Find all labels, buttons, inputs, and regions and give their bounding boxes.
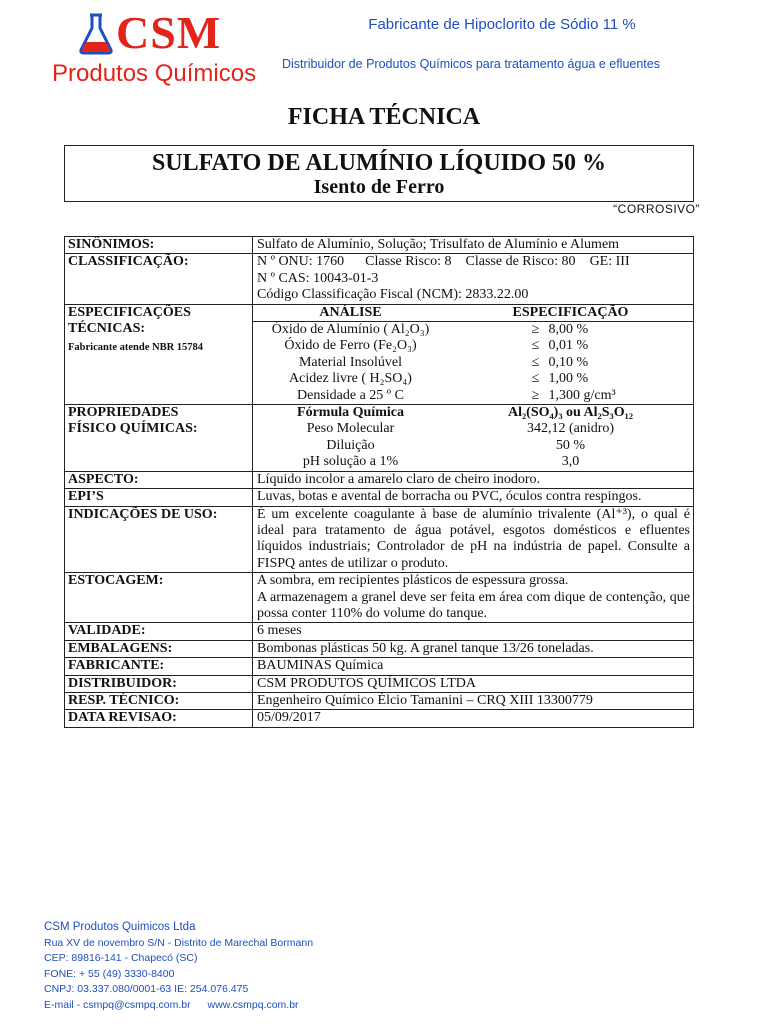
- table-row: [65, 304, 694, 404]
- spec-number: 0,10 %: [548, 354, 589, 370]
- synonyms-value: Sulfato de Alumínio, Solução; Trisulfato de Alumínio e Alumem: [253, 237, 694, 254]
- spec-row: [253, 388, 693, 404]
- nbr-note: Fabricante atende NBR 15784: [68, 342, 204, 354]
- table-row: [65, 658, 694, 675]
- spec-analise: Acidez livre ( H₂SO₄): [289, 371, 412, 387]
- aspect-value: Líquido incolor a amarelo claro de cheiro inodoro.: [253, 471, 694, 488]
- spec-row: [253, 355, 693, 371]
- packing-group: GE: III: [589, 254, 630, 270]
- comparison-symbol: ≤: [531, 338, 540, 354]
- table-row: [65, 489, 694, 506]
- spec-subtable-cell: [253, 304, 694, 404]
- props-subtable: [253, 405, 693, 471]
- logo-subtitle: Produtos Químicos: [52, 60, 257, 87]
- property-value: 342,12 (anidro): [526, 421, 615, 437]
- spec-value: [448, 371, 693, 387]
- col-especificacao: ESPECIFICAÇÃO: [512, 304, 629, 320]
- spec-row: [253, 338, 693, 354]
- row-label: EMBALAGENS:: [65, 640, 253, 657]
- table-row: [65, 237, 694, 254]
- table-row: [65, 692, 694, 709]
- spec-value: [448, 338, 693, 354]
- row-label: [65, 304, 253, 404]
- table-row: [65, 710, 694, 727]
- spec-analise: Densidade a 25 º C: [297, 387, 404, 403]
- props-row: [253, 421, 693, 437]
- row-label: ESTOCAGEM:: [65, 573, 253, 623]
- table-row: [65, 623, 694, 640]
- distributor-value: CSM PRODUTOS QUÍMICOS LTDA: [253, 675, 694, 692]
- spec-number: 1,00 %: [548, 371, 589, 387]
- logo-wordmark: CSM: [116, 7, 222, 58]
- property-name: pH solução a 1%: [302, 454, 399, 470]
- footer-cep: CEP: 89816-141 - Chapecó (SC): [44, 952, 198, 965]
- property-value: 3,0: [561, 454, 580, 470]
- spec-value: [448, 322, 693, 339]
- spec-label-line1: ESPECIFICAÇÕES: [68, 304, 191, 320]
- row-label: DISTRIBUIDOR:: [65, 675, 253, 692]
- property-name: Peso Molecular: [306, 421, 395, 437]
- comparison-symbol: ≤: [531, 371, 540, 387]
- row-label: FABRICANTE:: [65, 658, 253, 675]
- validity-value: 6 meses: [253, 623, 694, 640]
- row-label: EPI’S: [65, 489, 253, 506]
- props-label-line1: PROPRIEDADES: [68, 405, 179, 421]
- comparison-symbol: ≥: [531, 322, 540, 338]
- table-row: [65, 640, 694, 657]
- footer-cnpj: CNPJ: 03.337.080/0001-63 IE: 254.076.475: [44, 983, 249, 996]
- cas-number: N º CAS: 10043-01-3: [257, 270, 379, 286]
- spec-subtable: [253, 305, 693, 404]
- property-value: 50 %: [555, 437, 586, 453]
- usage-value: É um excelente coagulante à base de alumínio trivalente (Al⁺³), o qual é ideal para tratamento de água potável, esgotos domésticos e efluentes líquidos industriais; Controlador de pH na indústria de papel. Consulte a FISPQ antes de utilizar o produto.: [253, 506, 694, 573]
- storage-line1: A sombra, em recipientes plásticos de espessura grossa.: [257, 573, 569, 589]
- spec-value: [448, 355, 693, 371]
- storage-value: [253, 573, 694, 623]
- header-tagline-distributor: Distribuidor de Produtos Químicos para tratamento água e efluentes: [282, 57, 660, 71]
- ncm-code: Código Classificação Fiscal (NCM): 2833.22.00: [257, 287, 529, 303]
- row-label: RESP. TÉCNICO:: [65, 692, 253, 709]
- row-label: SINÔNIMOS:: [65, 237, 253, 254]
- comparison-symbol: ≥: [531, 387, 540, 403]
- footer-phone: FONE: + 55 (49) 3330-8400: [44, 967, 175, 980]
- footer-contact: [44, 920, 464, 1014]
- hazard-label: “CORROSIVO”: [613, 202, 700, 216]
- props-row: [253, 405, 693, 421]
- packaging-value: Bombonas plásticas 50 kg. A granel tanque 13/26 toneladas.: [253, 640, 694, 657]
- flask-icon: [76, 12, 116, 56]
- onu-number: N º ONU: 1760: [257, 254, 345, 270]
- row-label: DATA REVISAO:: [65, 710, 253, 727]
- row-label: VALIDADE:: [65, 623, 253, 640]
- revision-date-value: 05/09/2017: [253, 710, 694, 727]
- risk-class-number: Classe de Risco: 80: [465, 254, 576, 270]
- row-label: [65, 405, 253, 472]
- formula-value: Al₂(SO₄)₃ ou Al₂S₃O₁₂: [507, 405, 634, 421]
- storage-line2: A armazenagem a granel deve ser feita em área com dique de contenção, que possa conter 110% do volume do tanque.: [257, 589, 690, 621]
- product-title-box: [64, 145, 694, 202]
- table-row: [65, 573, 694, 623]
- footer-email-link[interactable]: E-mail - csmpq@csmpq.com.br: [44, 998, 191, 1011]
- row-label: INDICAÇÕES DE USO:: [65, 506, 253, 573]
- header-tagline-manufacturer: Fabricante de Hipoclorito de Sódio 11 %: [368, 16, 636, 33]
- classification-value: [253, 254, 694, 304]
- formula-label: Fórmula Química: [297, 405, 404, 421]
- ppe-value: Luvas, botas e avental de borracha ou PVC, óculos contra respingos.: [253, 489, 694, 506]
- props-label-line2: FÍSICO QUÍMICAS:: [68, 421, 198, 437]
- props-row: [253, 438, 693, 454]
- row-label: CLASSIFICAÇÃO:: [65, 254, 253, 304]
- technical-sheet-table: [64, 236, 694, 728]
- col-analise: ANÁLISE: [319, 304, 382, 320]
- property-name: Diluição: [326, 437, 375, 453]
- table-row: [65, 254, 694, 304]
- product-name: SULFATO DE ALUMÍNIO LÍQUIDO 50 %: [151, 150, 607, 176]
- table-row: [65, 405, 694, 472]
- table-row: [65, 471, 694, 488]
- spec-number: 0,01 %: [548, 338, 589, 354]
- row-label: ASPECTO:: [65, 471, 253, 488]
- risk-class: Classe Risco: 8: [365, 254, 452, 270]
- footer-company: CSM Produtos Quimicos Ltda: [44, 921, 196, 933]
- page-title: FICHA TÉCNICA: [287, 104, 481, 130]
- spec-analise: Material Insolúvel: [298, 354, 403, 370]
- spec-number: 8,00 %: [548, 322, 589, 338]
- comparison-symbol: ≤: [531, 354, 540, 370]
- company-logo: [52, 7, 271, 90]
- spec-row: [253, 322, 693, 339]
- table-row: [65, 506, 694, 573]
- props-row: [253, 454, 693, 470]
- spec-row: [253, 371, 693, 387]
- technical-lead-value: Engenheiro Químico Élcio Tamanini – CRQ XIII 13300779: [253, 692, 694, 709]
- manufacturer-value: BAUMINAS Química: [253, 658, 694, 675]
- spec-analise: Óxido de Ferro (Fe₂O₃): [284, 338, 417, 354]
- table-row: [65, 675, 694, 692]
- footer-website-link[interactable]: www.csmpq.com.br: [207, 998, 299, 1011]
- spec-analise: Óxido de Alumínio ( Al₂O₃): [271, 322, 430, 338]
- spec-label-line2: TÉCNICAS:: [68, 321, 146, 337]
- product-subtitle: Isento de Ferro: [313, 176, 445, 198]
- spec-number: 1,300 g/cm³: [548, 387, 616, 403]
- footer-address: Rua XV de novembro S/N - Distrito de Marechal Bormann: [44, 936, 314, 949]
- spec-value: [448, 388, 693, 404]
- spec-header-row: [253, 305, 693, 322]
- props-subtable-cell: [253, 405, 694, 472]
